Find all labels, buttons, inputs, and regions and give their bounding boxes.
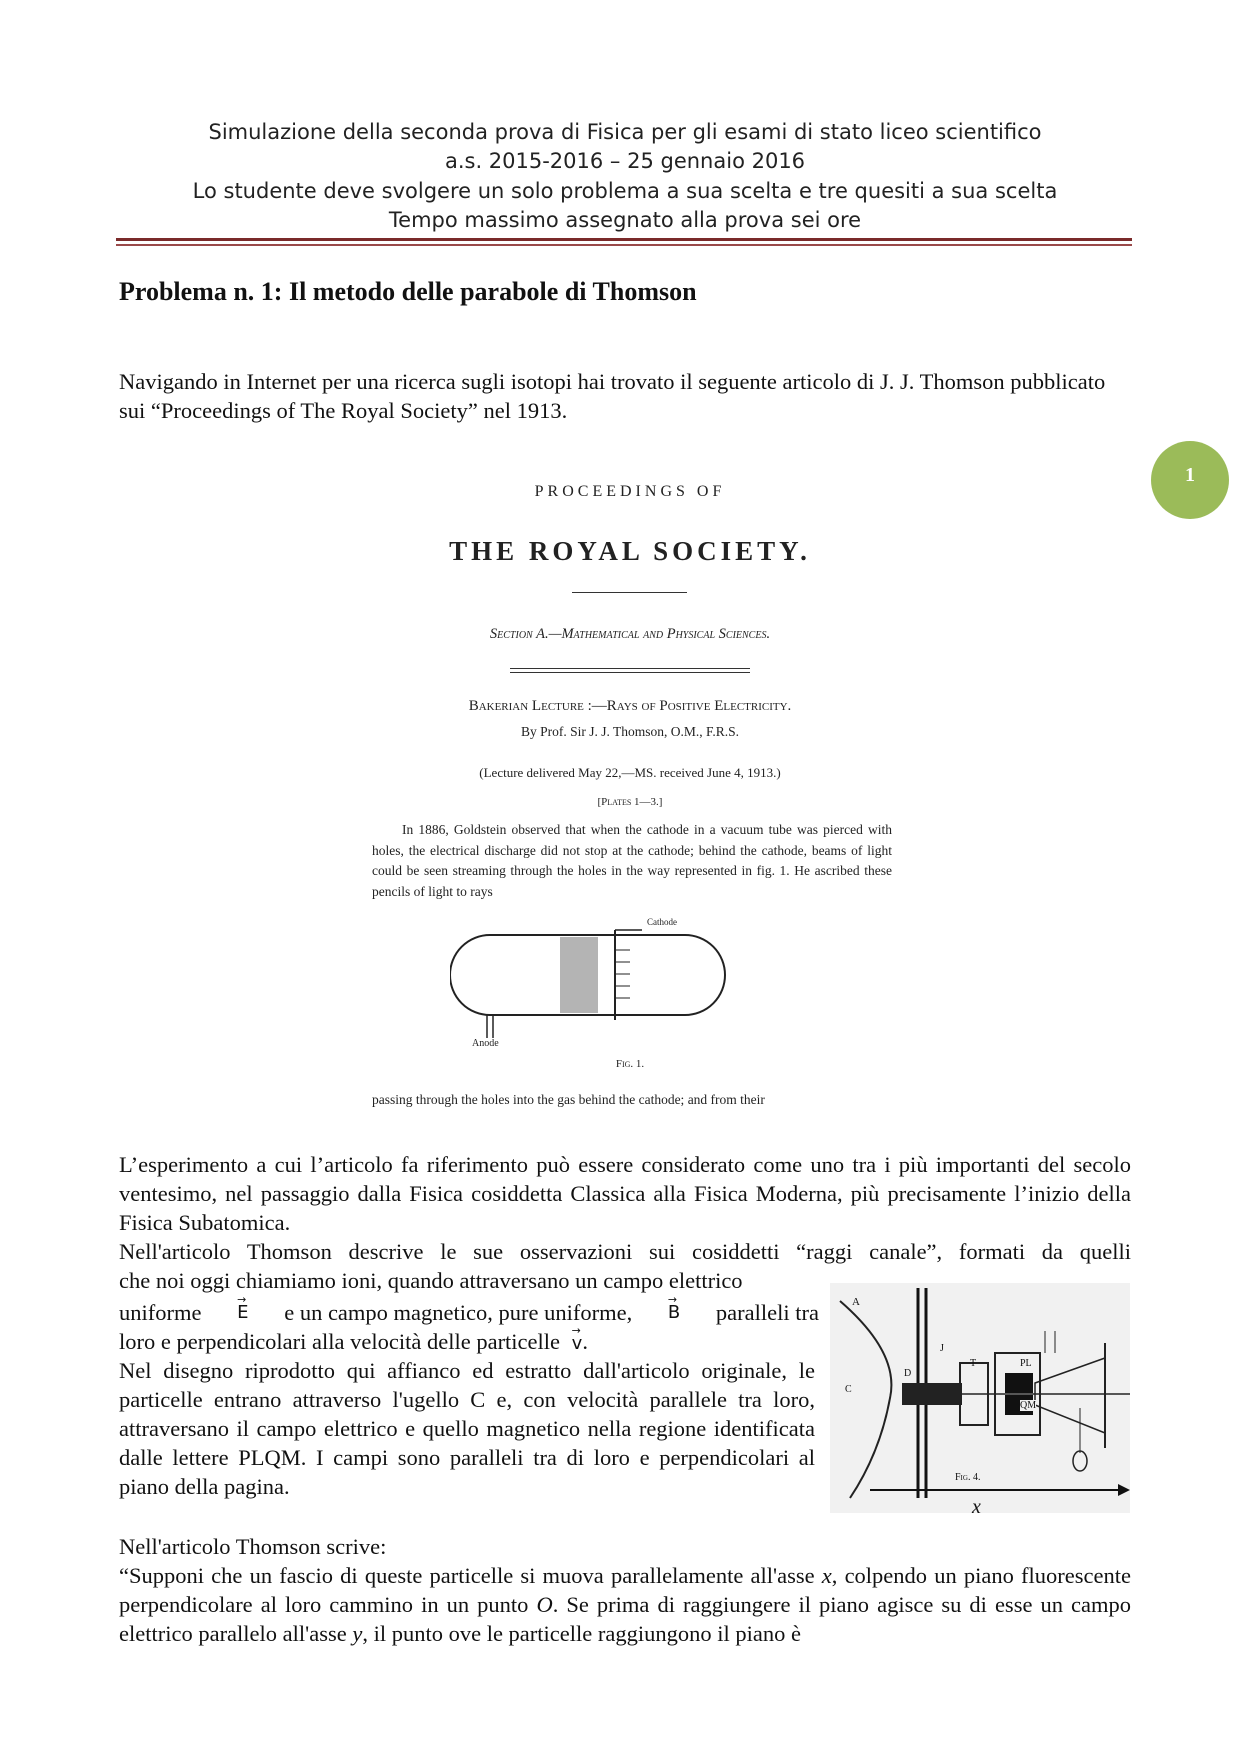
text-perpendicolari: loro e perpendicolari alla velocità delle particelle (119, 1329, 561, 1354)
article-text-1: In 1886, Goldstein observed that when the cathode in a vacuum tube was pierced with holes, the electrical discharge did not stop at the cathode; behind the cathode, beams of light could be seen streaming through the holes in the way represented in fig. 1. He ascribed these pencils of light to rays (372, 822, 892, 899)
article-section: Section A.—Mathematical and Physical Sciences. (489, 626, 771, 642)
fig4-label-d: D (904, 1368, 912, 1379)
fig4-caption: Fig. 4. (955, 1472, 981, 1483)
article-double-rule (510, 668, 750, 669)
paragraph-2-line-3 (119, 1298, 819, 1327)
text-campo-magnetico: e un campo magnetico, pure uniforme, (284, 1300, 633, 1325)
text-period: . (582, 1329, 588, 1354)
quote-part-4: , il punto ove le particelle raggiungono il piano è (362, 1621, 801, 1646)
article-society: THE ROYAL SOCIETY. (449, 536, 811, 566)
vector-b: → B (668, 1298, 680, 1327)
article-proceedings: PROCEEDINGS OF (534, 483, 726, 500)
intro-paragraph: Navigando in Internet per una ricerca sugli isotopi hai trovato il seguente articolo di J. J. Thomson pubblicato sui “Proceedings of The Royal Society” nel 1913. (119, 369, 1106, 423)
paragraph-2-line-4 (119, 1327, 819, 1358)
article-divider (572, 592, 687, 593)
page-number-badge: 1 (1151, 441, 1229, 519)
article-lecture: Bakerian Lecture :—Rays of Positive Electricity. (468, 698, 792, 714)
cathode-tube-figure (450, 910, 810, 1040)
header-line-1: Simulazione della seconda prova di Fisica per gli esami di stato liceo scientifico (208, 120, 1042, 144)
header-rule-thin (116, 244, 1132, 246)
paragraph-3: Nel disegno riprodotto qui affianco ed estratto dall'articolo originale, le particelle entrano attraverso l'ugello C e, con velocità parallele tra loro, attraversano il campo elettrico e quello magnetico nella regione identificata dalle lettere PLQM. I campi sono paralleli tra di loro e perpendicolari al piano della pagina. (119, 1358, 815, 1499)
header-line-3: Lo studente deve svolgere un solo problema a sua scelta e tre quesiti a sua scelta (192, 179, 1058, 203)
fig4-label-j: J (940, 1343, 944, 1354)
fig4-axis-x: x (972, 1496, 981, 1518)
article-author: By Prof. Sir J. J. Thomson, O.M., F.R.S. (520, 724, 740, 739)
header-rule (116, 238, 1132, 241)
paragraph-4: Nell'articolo Thomson scrive: (119, 1534, 387, 1559)
text-paralleli: paralleli tra (715, 1300, 819, 1325)
vector-e: → E (237, 1298, 248, 1327)
text-uniforme: uniforme (119, 1300, 202, 1325)
paragraph-5 (119, 1561, 1131, 1648)
fig4-label-t: T (970, 1358, 977, 1369)
quote-part-1: “Supponi che un fascio di queste particelle si muova parallelamente all'asse (119, 1563, 822, 1588)
anode-label: Anode (472, 1038, 499, 1049)
article-image (360, 470, 900, 1110)
quote-part-2: , colpendo un piano fluorescente perpendicolare al loro cammino in un punto (119, 1563, 1131, 1617)
quote-var-y: y (352, 1621, 363, 1646)
cathode-label: Cathode (647, 917, 677, 927)
problem-title: Problema n. 1: Il metodo delle parabole di Thomson (119, 277, 697, 306)
article-text-2: passing through the holes into the gas behind the cathode; and from their (372, 1092, 765, 1107)
header-line-4: Tempo massimo assegnato alla prova sei ore (388, 208, 862, 232)
paragraph-2-line-2: che noi oggi chiamiamo ioni, quando attraversano un campo elettrico (119, 1268, 743, 1293)
vector-v: → v (572, 1329, 583, 1358)
quote-var-x: x (821, 1563, 832, 1588)
paragraph-2-line-1: Nell'articolo Thomson descrive le sue osservazioni sui cosiddetti “raggi canale”, formati da quelli (119, 1239, 1131, 1264)
paragraph-1: L’esperimento a cui l’articolo fa riferimento può essere considerato come uno tra i più importanti del secolo ventesimo, nel passaggio dalla Fisica cosiddetta Classica alla Fisica Moderna, più precisamente l’inizio della Fisica Subatomica. (119, 1152, 1131, 1235)
article-plates: [Plates 1—3.] (597, 796, 663, 808)
header-line-2: a.s. 2015-2016 – 25 gennaio 2016 (444, 149, 806, 173)
fig4-label-a: A (852, 1296, 860, 1308)
fig4-label-pl: PL (1020, 1358, 1032, 1369)
article-double-rule-2 (510, 672, 750, 673)
fig4-label-qm: QM (1020, 1400, 1037, 1411)
fig4-label-c: C (845, 1384, 852, 1395)
quote-part-3: . Se prima di raggiungere il piano agisce su di esse un campo elettrico parallelo all'asse (119, 1592, 1131, 1646)
quote-var-o: O (536, 1592, 553, 1617)
fig1-caption: Fig. 1. (615, 1058, 645, 1070)
article-delivered: (Lecture delivered May 22,—MS. received June 4, 1913.) (479, 765, 781, 780)
